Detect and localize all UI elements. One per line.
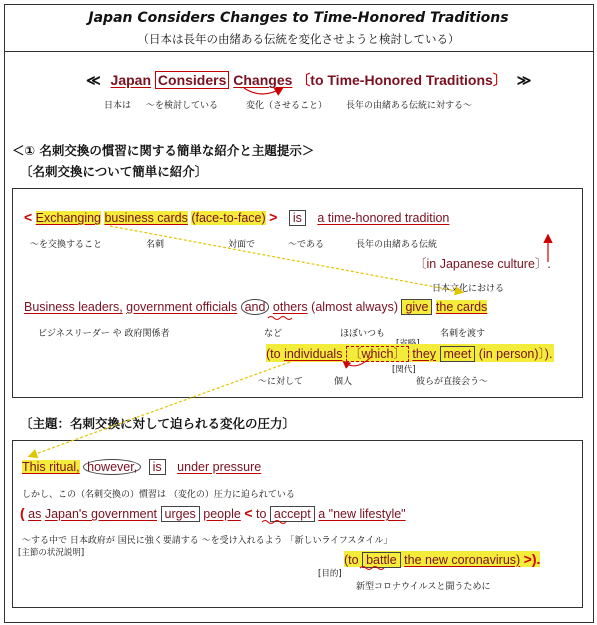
- s3-battle: battle: [362, 552, 401, 568]
- headline-phrase: 〔to Time-Honored Traditions〕: [296, 72, 507, 88]
- s3-open-paren: (: [20, 505, 25, 521]
- s3-sentence-1: [22, 460, 261, 474]
- s2-government-officials: government officials: [126, 300, 238, 314]
- s1-gloss-is: ～である: [288, 240, 325, 250]
- s2-business-leaders: Business leaders,: [24, 300, 123, 314]
- s1-gloss-cards: 名刺: [146, 240, 165, 250]
- s3-gloss-3: 新型コロナウイルスと闘うために: [356, 582, 491, 592]
- s1-face-to-face: (face-to-face): [191, 211, 266, 225]
- headline-close-mark: ≫: [516, 72, 532, 88]
- s1-verb-is: is: [289, 210, 306, 226]
- s1-exchanging: Exchanging: [35, 211, 101, 225]
- s3-as: as: [28, 507, 42, 521]
- s2-gloss-leaders: ビジネスリーダー や 政府関係者: [38, 329, 170, 339]
- s3-japans-government: Japan's government: [44, 507, 158, 521]
- s1-complement: a time-honored tradition: [317, 211, 450, 225]
- s3-people: people: [203, 507, 241, 521]
- s3-new-lifestyle: a "new lifestyle": [318, 507, 406, 521]
- s2-meet: meet: [440, 346, 476, 362]
- s1-lt-mark: <: [24, 209, 33, 225]
- headline-word-changes: Changes: [233, 72, 293, 88]
- s1-gt-mark: >: [269, 209, 278, 225]
- page-title: Japan Considers Changes to Time-Honored Traditions: [88, 10, 509, 26]
- s3-to-battle-to: (to: [344, 553, 359, 567]
- s3-however: however,: [83, 459, 141, 475]
- s2-gloss-almost: ほぼいつも: [340, 329, 386, 339]
- s2-to: (to: [266, 347, 281, 361]
- s1-gloss-culture: 日本文化における: [432, 284, 505, 294]
- s3-accept: accept: [270, 506, 315, 522]
- headline: [86, 70, 531, 90]
- s2-gloss-cards: 名刺を渡す: [440, 329, 486, 339]
- section1-subheading: 〔名刺交換について簡単に紹介〕: [20, 164, 208, 179]
- s3-close-marks: >).: [523, 551, 541, 567]
- section1-heading: ＜① 名刺交換の慣習に関する簡単な紹介と主題提示＞: [12, 143, 315, 158]
- s1-gloss-face: 対面で: [228, 240, 256, 250]
- s2-which: 〔which〕: [346, 346, 409, 362]
- s2-in-person: (in person)〕).: [478, 347, 553, 361]
- s3-urges: urges: [161, 506, 200, 522]
- s3-to: to: [255, 507, 267, 521]
- headline-gloss-4: 長年の由緒ある伝統に対する～: [346, 101, 473, 111]
- s2-gloss-to: ～に対して: [258, 377, 304, 387]
- s2-gloss-and: など: [264, 329, 283, 339]
- s2-gloss-individuals: 個人: [334, 377, 353, 387]
- s2-rel-note: [関代]: [392, 365, 416, 375]
- s1-gloss-tradition: 長年の由緒ある伝統: [356, 240, 438, 250]
- s2-give: give: [401, 299, 432, 315]
- s1-sentence-2: [24, 300, 487, 314]
- page-subtitle: （日本は長年の由緒ある伝統を変化させようと検討している）: [137, 32, 460, 46]
- s1-sentence-1: [24, 209, 449, 225]
- s2-almost-always: (almost always): [311, 300, 398, 314]
- s1-in-japanese-culture: 〔in Japanese culture〕.: [414, 257, 551, 271]
- s3-new-coronavirus: the new coronavirus): [404, 553, 521, 567]
- s3-this-ritual: This ritual,: [22, 460, 80, 474]
- headline-word-japan: Japan: [110, 72, 152, 88]
- s2-others: others: [272, 300, 308, 314]
- s1-gloss-exchanging: ～を交換すること: [30, 240, 103, 250]
- s3-sentence-3: [344, 551, 540, 567]
- s3-gloss-1: しかし、この（名刺交換の）慣習は （変化の）圧力に迫られている: [22, 490, 295, 500]
- s3-lt-mark: <: [244, 505, 253, 521]
- s2-the-cards: the cards: [435, 300, 488, 314]
- s3-situation-note: [主節の状況説明]: [18, 548, 85, 558]
- s3-under-pressure: under pressure: [177, 460, 262, 474]
- s2-they: they: [412, 347, 437, 361]
- s3-is: is: [149, 459, 166, 475]
- headline-open-mark: ≪: [86, 72, 101, 88]
- s1-sentence-2b: [266, 344, 554, 362]
- headline-gloss-3: 変化（させること）: [246, 101, 328, 111]
- headline-gloss-2: ～を検討している: [146, 101, 219, 111]
- headline-word-considers: Considers: [155, 71, 229, 89]
- s3-purpose-note: [目的]: [318, 569, 342, 579]
- headline-gloss-1: 日本は: [104, 101, 132, 111]
- s3-sentence-2: [20, 505, 406, 521]
- s2-individuals: individuals: [284, 347, 343, 361]
- section2-heading: 〔主題：名刺交換に対して迫られる変化の圧力〕: [20, 416, 296, 431]
- s1-business-cards: business cards: [104, 211, 188, 225]
- s3-gloss-2: ～する中で 日本政府が 国民に強く要請する ～を受け入れるよう 「新しいライフスタイル」: [22, 536, 393, 546]
- s2-gloss-meet: 彼らが直接会う～: [416, 377, 489, 387]
- s2-and: and: [241, 299, 270, 315]
